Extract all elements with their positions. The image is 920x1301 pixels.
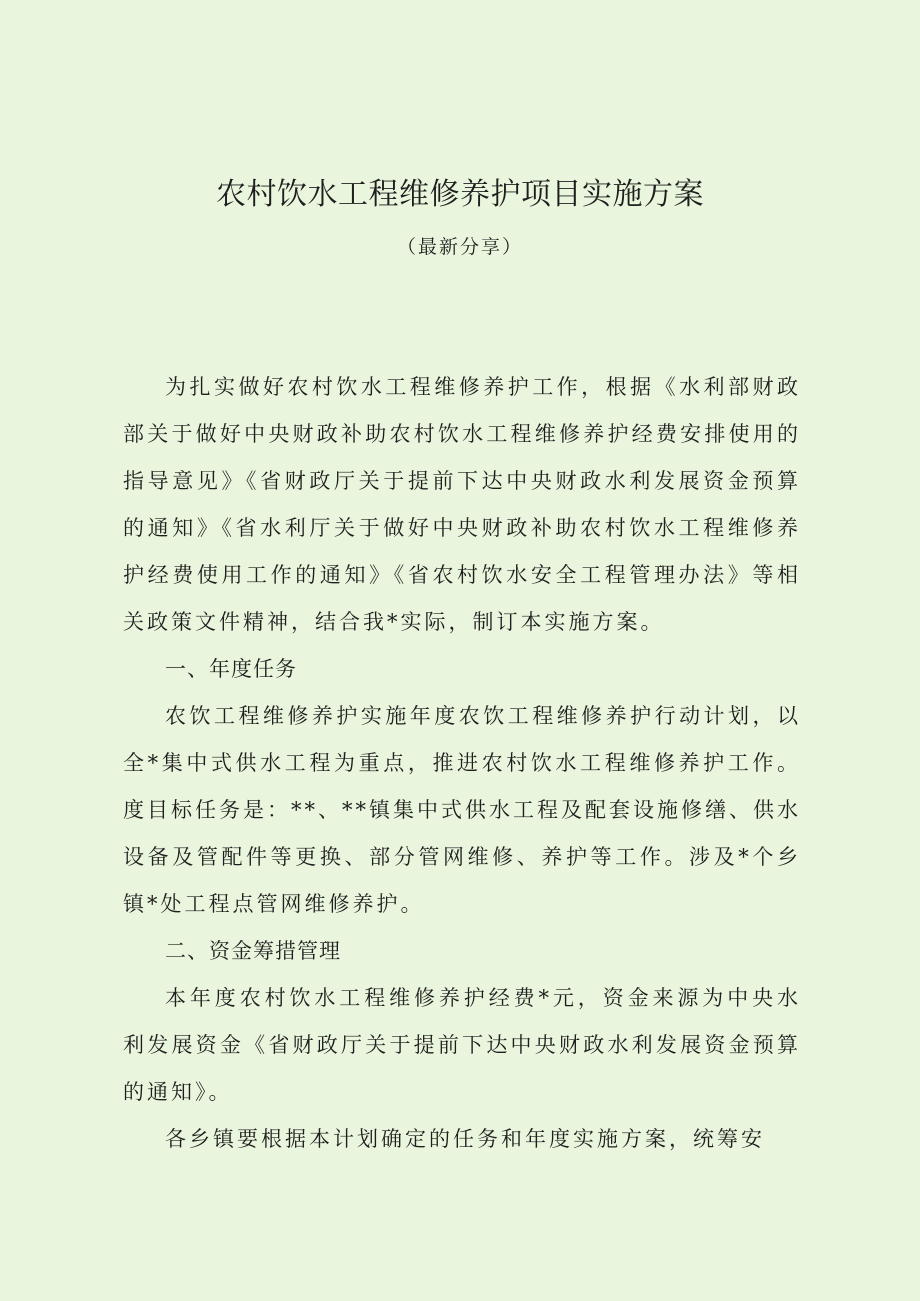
document-body — [123, 364, 801, 1163]
funding-paragraph-continued: 各乡镇要根据本计划确定的任务和年度实施方案，统筹安 — [165, 1127, 765, 1151]
document-subtitle: （最新分享） — [396, 236, 523, 258]
section-heading-funding: 二、资金筹措管理 — [165, 939, 341, 963]
annual-tasks-paragraph: 农饮工程维修养护实施年度农饮工程维修养护行动计划，以全*集中式供水工程为重点，推进农村饮水工程维修养护工作。度目标任务是：**、**镇集中式供水工程及配套设施修缮、供水设备及管配件等更换、部分管网维修、养护等工作。涉及*个乡镇*处工程点管网维修养护。 — [123, 704, 801, 916]
document-title: 农村饮水工程维修养护项目实施方案 — [216, 177, 704, 212]
intro-paragraph: 为扎实做好农村饮水工程维修养护工作，根据《水利部财政部关于做好中央财政补助农村饮水工程维修养护经费安排使用的指导意见》《省财政厅关于提前下达中央财政水利发展资金预算的通知》《省水利厅关于做好中央财政补助农村饮水工程维修养护经费使用工作的通知》《省农村饮水安全工程管理办法》等相关政策文件精神，结合我*实际，制订本实施方案。 — [123, 375, 801, 634]
funding-paragraph: 本年度农村饮水工程维修养护经费*元，资金来源为中央水利发展资金《省财政厅关于提前下达中央财政水利发展资金预算的通知》。 — [123, 986, 801, 1104]
section-heading-annual-tasks: 一、年度任务 — [165, 657, 297, 681]
